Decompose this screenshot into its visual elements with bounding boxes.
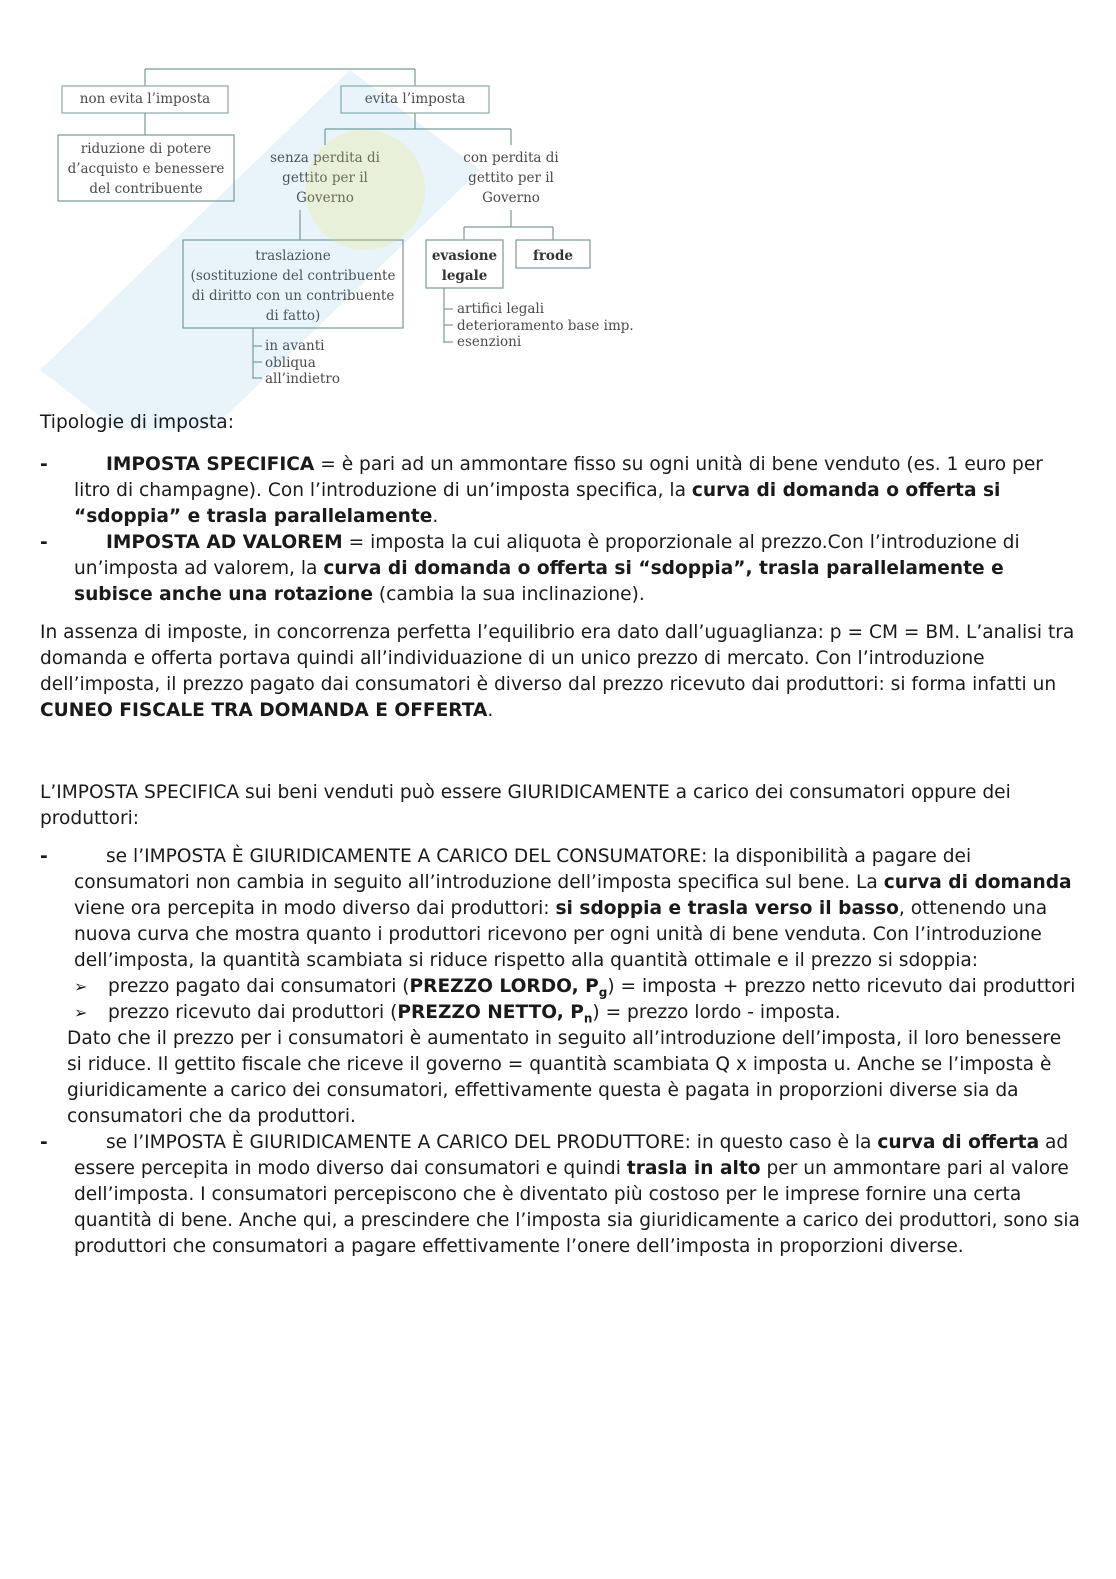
section-heading: Tipologie di imposta: (40, 412, 234, 433)
node-senza-perdita: senza perdita di gettito per il Governo (270, 150, 380, 206)
paragraph-imposta-specifica: L’IMPOSTA SPECIFICA sui beni venduti può essere GIURIDICAMENTE a carico dei consumatori oppure dei produttori: (40, 782, 1011, 829)
node-evasione-legale: evasione legale (431, 248, 498, 284)
paragraph-equilibrio: In assenza di imposte, in concorrenza perfetta l’equilibrio era dato dall’uguaglianza: p = CM = BM. L’analisi tra domanda e offerta portava quindi all’individuazione di un unico prezzo di mercato. Con l’introduzione dell’imposta, il prezzo pagato dai consumatori è diverso dal prezzo ricevuto dai produttori: si forma infatti un CUNEO FISCALE TRA DOMANDA E OFFERTA. (40, 622, 1075, 721)
node-con-perdita: con perdita di gettito per il Governo (463, 150, 559, 206)
sub-prezzo-netto: ➢ prezzo ricevuto dai produttori (PREZZO NETTO, $P_n$) = prezzo lordo - imposta. (74, 1002, 841, 1026)
list-item: all’indietro (265, 371, 340, 387)
tax-evasion-diagram (0, 0, 700, 420)
document-body (40, 410, 1080, 1260)
node-frode: frode (533, 248, 573, 264)
list-item: artifici legali (457, 301, 545, 317)
bullet-carico-consumatore: - se l’IMPOSTA È GIURIDICAMENTE A CARICO DEL CONSUMATORE: la disponibilità a pagare dei consumatori non cambia in seguito all’introduzione dell’imposta specifica sul bene. La curva di domanda viene ora percepita in modo diverso dai produttori: si sdoppia e trasla verso il basso, ottenendo una nuova curva che mostra quanto i produttori ricevono per ogni unità di bene venduta. Con l’introduzione dell’imposta, la quantità scambiata si riduce rispetto alla quantità ottimale e il prezzo si sdoppia: (40, 846, 1072, 971)
list-item: in avanti (265, 338, 325, 354)
list-item: obliqua (265, 354, 316, 371)
evasione-list (457, 301, 634, 351)
arrow-bullet-icon: ➢ (74, 1003, 88, 1022)
list-item: deterioramento base imp. (457, 317, 634, 334)
bullet-mark: - (40, 1132, 48, 1153)
traslazione-title: traslazione (255, 248, 331, 264)
diagram-lines (0, 0, 700, 420)
arrow-bullet-icon: ➢ (74, 977, 88, 996)
node-traslazione: traslazione (sostituzione del contribuente di diritto con un contribuente di fatto) (183, 246, 403, 326)
paragraph-benessere: Dato che il prezzo per i consumatori è aumentato in seguito all’introduzione dell’imposta, il loro benessere si riduce. Il gettito fiscale che riceve il governo = quantità scambiata Q x imposta u. Anche se l’imposta è giuridicamente a carico dei consumatori, effettivamente questa è pagata in proporzioni diverse sia da consumatori che da produttori. (67, 1028, 1062, 1127)
bullet-imposta-ad-valorem: - IMPOSTA AD VALOREM = imposta la cui aliquota è proporzionale al prezzo.Con l’introduzione di un’imposta ad valorem, la curva di domanda o offerta si “sdoppia”, trasla parallelamente e subisce anche una rotazione (cambia la sua inclinazione). (40, 532, 1020, 605)
node-non-evita: non evita l’imposta (79, 91, 211, 107)
node-riduzione: riduzione di potere d’acquisto e benessere del contribuente (67, 141, 225, 197)
sub-prezzo-lordo: ➢ prezzo pagato dai consumatori (PREZZO LORDO, $P_g$) = imposta + prezzo netto ricevuto dai produttori (74, 976, 1076, 1000)
traslazione-list (265, 338, 340, 388)
bullet-mark: - (40, 846, 48, 867)
bullet-mark: - (40, 454, 48, 475)
bullet-carico-produttore: - se l’IMPOSTA È GIURIDICAMENTE A CARICO DEL PRODUTTORE: in questo caso è la curva di offerta ad essere percepita in modo diverso dai consumatori e quindi trasla in alto per un ammontare pari al valore dell’imposta. I consumatori percepiscono che è diventato più costoso per le imprese fornire una certa quantità di bene. Anche qui, a prescindere che l’imposta sia giuridicamente a carico dei produttori, sono sia produttori che consumatori a pagare effettivamente l’onere dell’imposta in proporzioni diverse. (40, 1132, 1080, 1257)
bullet-imposta-specifica: - IMPOSTA SPECIFICA = è pari ad un ammontare fisso su ogni unità di bene venduto (es. 1 euro per litro di champagne). Con l’introduzione di un’imposta specifica, la curva di domanda o offerta si “sdoppia” e trasla parallelamente. (40, 454, 1043, 527)
node-evita: evita l’imposta (364, 91, 466, 107)
bullet-mark: - (40, 532, 48, 553)
list-item: esenzioni (457, 334, 522, 350)
